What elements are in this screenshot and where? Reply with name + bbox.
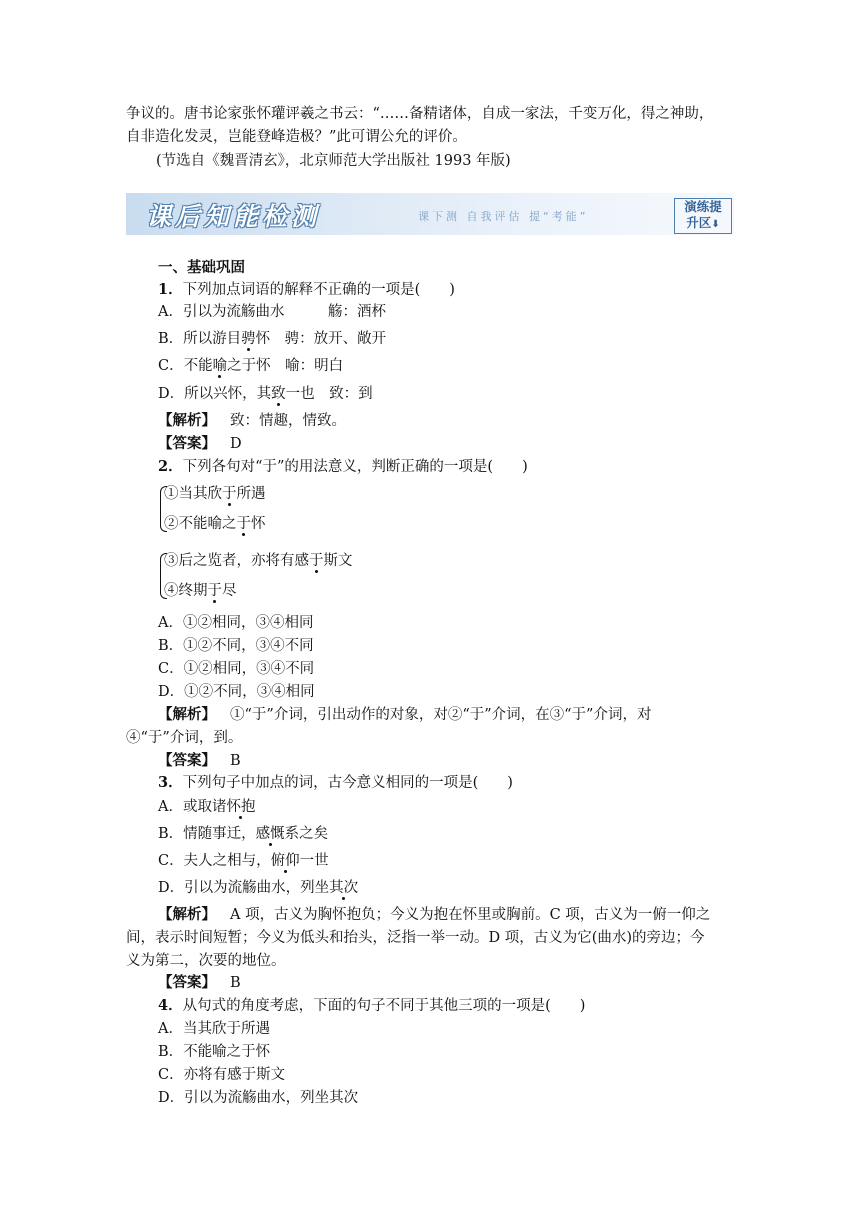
option-d: D．①②不同，③④相同 <box>158 684 315 700</box>
dotted-word: 怀抱 <box>226 799 256 815</box>
dotted-word: 于 <box>236 516 251 532</box>
answer-value: B <box>230 975 241 991</box>
option-text: 一世 <box>299 853 329 869</box>
badge-line <box>675 215 731 233</box>
option-text: D．引以为流觞曲水，列坐 <box>158 880 330 896</box>
practice-zone-badge <box>674 198 732 234</box>
option-c: C．①②相同，③④不同 <box>158 661 315 677</box>
question-3-stem <box>158 772 513 794</box>
section-title: 一、基础巩固 <box>158 259 245 276</box>
dotted-word: 致 <box>271 386 286 402</box>
option-c: C．亦将有感于斯文 <box>158 1067 286 1083</box>
section-banner <box>126 193 734 235</box>
text-line: 争议的。唐书论家张怀瓘评羲之书云：“……备精诸体，自成一家法，千变万化，得之神助， <box>126 106 714 122</box>
answer-value: B <box>230 753 241 769</box>
option-b <box>158 328 386 350</box>
option-a: A．引以为流觞曲水 觞：酒杯 <box>158 304 386 320</box>
dotted-word: 骋 <box>241 331 256 347</box>
sentence-text: ③后之览者，亦将有感 <box>164 553 309 569</box>
sentence-1 <box>164 483 266 505</box>
analysis-text: 致：情趣，情致。 <box>230 413 346 429</box>
question-text: 从句式的角度考虑，下面的句子不同于其他三项的一项是( ) <box>182 998 586 1014</box>
answer <box>158 750 241 772</box>
analysis-continuation: 间，表示时间短暂；今义为低头和抬头，泛指一举一动。D 项，古义为它(曲水)的旁边；今 <box>126 930 705 946</box>
option-text: 之于怀 喻：明白 <box>227 358 344 374</box>
dotted-word: 感慨 <box>255 826 285 842</box>
question-number: 1． <box>158 281 183 298</box>
option-b: B．不能喻之于怀 <box>158 1044 271 1060</box>
answer <box>158 972 241 994</box>
option-text: C．夫人之相与， <box>158 853 271 869</box>
question-number: 4． <box>158 997 183 1014</box>
answer-label: 【答案】 <box>158 435 216 452</box>
analysis-continuation: 义为第二，次要的地位。 <box>126 953 286 969</box>
option-a: A．①②相同，③④相同 <box>158 615 314 631</box>
sentence-text: ②不能喻之 <box>164 516 237 532</box>
analysis <box>158 410 346 432</box>
sentence-text: 斯文 <box>323 553 353 569</box>
option-text: B．所以游目 <box>158 331 242 347</box>
question-2-stem <box>158 456 528 478</box>
question-number: 3． <box>158 774 183 791</box>
down-arrow-icon: ⬇ <box>711 219 720 230</box>
dotted-word: 于 <box>222 486 237 502</box>
text-line: 自非造化发灵，岂能登峰造极？”此可谓公允的评价。 <box>126 129 467 145</box>
option-c <box>158 355 343 377</box>
answer <box>158 433 242 455</box>
analysis <box>158 704 651 726</box>
sentence-4 <box>164 580 237 602</box>
option-text: 怀 骋：放开、敞开 <box>255 331 387 347</box>
banner-subtitle: 课下测 自我评估 提“考能” <box>418 210 589 223</box>
option-a <box>158 796 255 818</box>
source-citation: (节选自《魏晋清玄》，北京师范大学出版社 1993 年版) <box>156 153 511 169</box>
question-number: 2． <box>158 458 183 475</box>
sentence-text: 尽 <box>222 583 237 599</box>
question-text: 下列句子中加点的词，古今意义相同的一项是( ) <box>182 775 513 791</box>
option-text: 一也 致：到 <box>285 386 373 402</box>
option-b: B．①②不同，③④不同 <box>158 638 314 654</box>
option-d: D．引以为流觞曲水，列坐其次 <box>158 1090 359 1106</box>
badge-line: 演练提 <box>684 199 722 214</box>
dotted-word: 其次 <box>329 880 359 896</box>
sentence-text: 所遇 <box>236 486 266 502</box>
question-4-stem <box>158 995 585 1017</box>
sentence-2 <box>164 513 266 535</box>
dotted-word: 俯仰 <box>270 853 300 869</box>
analysis-label: 【解析】 <box>158 706 216 723</box>
analysis-text: ①“于”介词，引出动作的对象，对②“于”介词，在③“于”介词，对 <box>230 707 652 723</box>
banner-title: 课后知能检测 <box>146 202 321 231</box>
option-a: A．当其欣于所遇 <box>158 1021 270 1037</box>
analysis-label: 【解析】 <box>158 906 216 923</box>
option-d <box>158 383 373 405</box>
sentence-text: 怀 <box>251 516 266 532</box>
answer-value: D <box>230 436 242 452</box>
sentence-text: ④终期 <box>164 583 208 599</box>
analysis-label: 【解析】 <box>158 412 216 429</box>
option-d <box>158 877 358 899</box>
answer-label: 【答案】 <box>158 752 216 769</box>
option-text: 系之矣 <box>284 826 329 842</box>
badge-text: 升区 <box>686 215 712 230</box>
option-c <box>158 850 329 872</box>
option-text: B．情随事迁， <box>158 826 256 842</box>
option-text: A．或取诸 <box>158 799 227 815</box>
option-b <box>158 823 328 845</box>
answer-label: 【答案】 <box>158 974 216 991</box>
dotted-word: 于 <box>309 553 324 569</box>
question-text: 下列加点词语的解释不正确的一项是( ) <box>182 282 455 298</box>
dotted-word: 于 <box>207 583 222 599</box>
analysis-continuation: ④“于”介词，到。 <box>126 730 243 746</box>
option-text: D．所以兴怀，其 <box>158 386 272 402</box>
sentence-text: ①当其欣 <box>164 486 222 502</box>
option-text: C．不能 <box>158 358 213 374</box>
question-text: 下列各句对“于”的用法意义，判断正确的一项是( ) <box>182 459 528 475</box>
question-1-stem <box>158 279 455 301</box>
analysis <box>158 904 710 926</box>
dotted-word: 喻 <box>212 358 228 374</box>
analysis-text: A 项，古义为胸怀抱负；今义为抱在怀里或胸前。C 项，古义为一俯一仰之 <box>230 907 711 923</box>
sentence-3 <box>164 550 353 572</box>
